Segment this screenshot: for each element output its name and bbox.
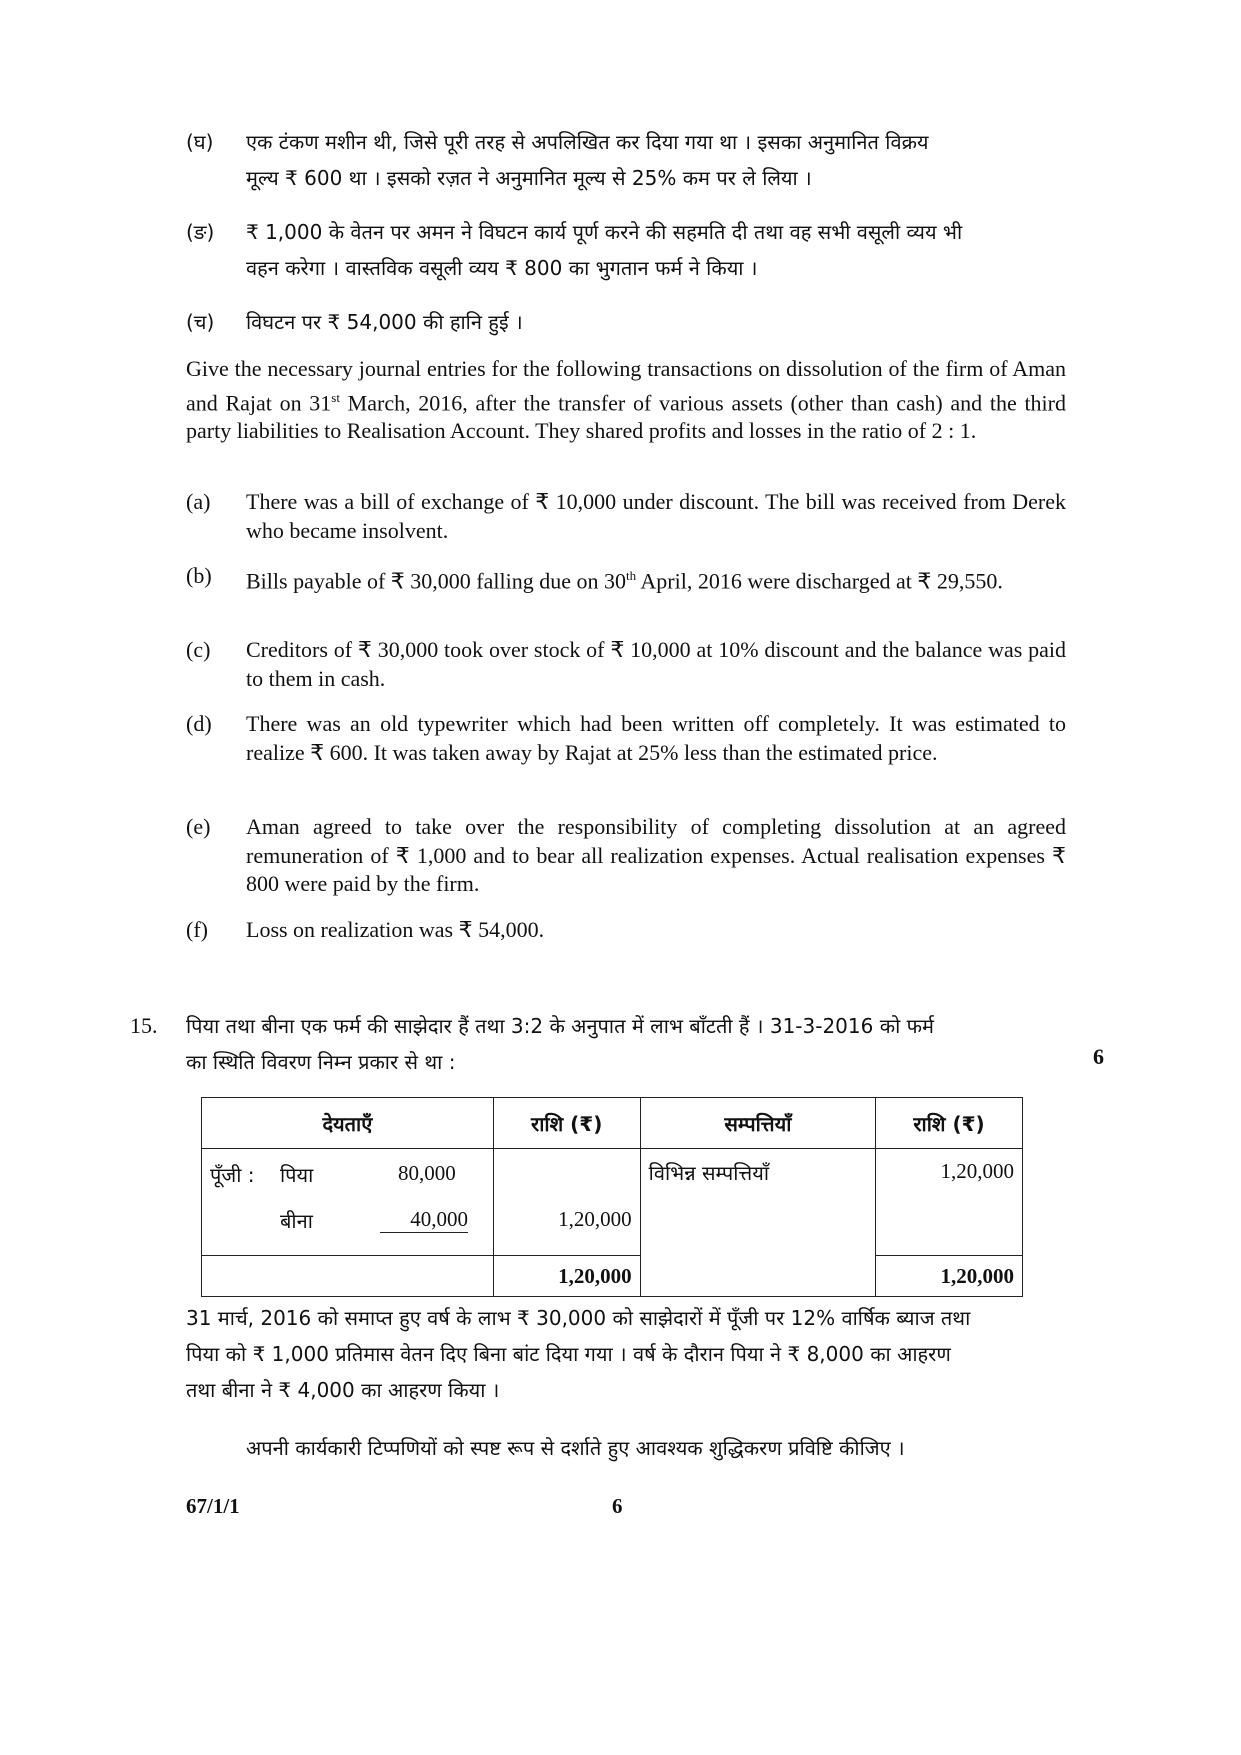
- hindi-item-nga: [186, 214, 1066, 286]
- question-15-instruction: अपनी कार्यकारी टिप्पणियों को स्पष्ट रूप से दर्शाते हुए आवश्यक शुद्धिकरण प्रविष्टि कीजिए ।: [246, 1436, 905, 1460]
- question-15: [130, 1008, 1080, 1080]
- table-total-row: [202, 1256, 1023, 1297]
- header-assets: सम्पत्तियाँ: [640, 1098, 875, 1149]
- item-text: एक टंकण मशीन थी, जिसे पूरी तरह से अपलिखित कर दिया गया था । इसका अनुमानित विक्रय मूल्य ₹ 600 था । इसको रज़त ने अनुमानित मूल्य से 25% कम पर ले लिया ।: [246, 130, 929, 190]
- english-item-e: (e) Aman agreed to take over the responsibility of completing dissolution at an agreed remuneration of ₹ 1,000 and to bear all realization expenses. Actual realisation expenses ₹ 800 were paid by the firm.: [186, 814, 1066, 896]
- english-item-d: (d) There was an old typewriter which had been written off completely. It was estimated to realize ₹ 600. It was taken away by Rajat at 25% less than the estimated price.: [186, 711, 1066, 765]
- header-amount-left: राशि (₹): [493, 1098, 640, 1149]
- assets-amount-cell: 1,20,000: [876, 1149, 1023, 1256]
- question-marks: 6: [1093, 1044, 1104, 1069]
- english-item-f: (f) Loss on realization was ₹ 54,000.: [186, 917, 545, 942]
- paper-code: 67/1/1: [186, 1494, 240, 1518]
- assets-cell: विभिन्न सम्पत्तियाँ: [640, 1149, 875, 1297]
- hindi-item-cha: [186, 304, 1066, 340]
- hindi-item-gha: [186, 124, 1066, 196]
- liabilities-cell: पूँजी : पिया 80,000 बीना 40,000: [202, 1149, 494, 1256]
- total-left: 1,20,000: [493, 1256, 640, 1297]
- item-label: (घ): [186, 130, 214, 154]
- english-item-a: (a) There was a bill of exchange of ₹ 10,000 under discount. The bill was received from Derek who became insolvent.: [186, 489, 1066, 543]
- item-text: विघटन पर ₹ 54,000 की हानि हुई ।: [246, 310, 523, 334]
- english-item-c: (c) Creditors of ₹ 30,000 took over stock of ₹ 10,000 at 10% discount and the balance was paid to them in cash.: [186, 637, 1066, 691]
- liabilities-amount-cell: 1,20,000: [493, 1149, 640, 1256]
- question-text: पिया तथा बीना एक फर्म की साझेदार हैं तथा 3:2 के अनुपात में लाभ बाँटती हैं । 31-3-2016 को फर्म का स्थिति विवरण निम्न प्रकार से था :: [186, 1014, 934, 1074]
- table-row: [202, 1149, 1023, 1256]
- header-liabilities: देयताएँ: [202, 1098, 494, 1149]
- english-intro-paragraph: Give the necessary journal entries for the following transactions on dissolution of the firm of Aman and Rajat on 31st March, 2016, after the transfer of various assets (other than cash) and the third party liabilities to Realisation Account. They shared profits and losses in the ratio of 2 : 1.: [186, 356, 1066, 444]
- question-15-body: 31 मार्च, 2016 को समाप्त हुए वर्ष के लाभ ₹ 30,000 को साझेदारों में पूँजी पर 12% वार्षिक ब्याज तथा पिया को ₹ 1,000 प्रतिमास वेतन दिए बिना बांट दिया गया । वर्ष के दौरान पिया ने ₹ 8,000 का आहरण तथा बीना ने ₹ 4,000 का आहरण किया ।: [186, 1306, 971, 1402]
- header-amount-right: राशि (₹): [876, 1098, 1023, 1149]
- total-right: 1,20,000: [876, 1256, 1023, 1297]
- item-label: (ङ): [186, 220, 215, 244]
- english-item-b: (b) Bills payable of ₹ 30,000 falling due on 30th April, 2016 were discharged at ₹ 29,550.: [186, 563, 1003, 594]
- question-number: 15.: [130, 1013, 158, 1038]
- balance-sheet-table: [201, 1097, 1023, 1297]
- item-label: (च): [186, 310, 215, 334]
- table-header-row: [202, 1098, 1023, 1149]
- page-number: 6: [612, 1494, 623, 1518]
- item-text: ₹ 1,000 के वेतन पर अमन ने विघटन कार्य पूर्ण करने की सहमति दी तथा वह सभी वसूली व्यय भी वहन करेगा । वास्तविक वसूली व्यय ₹ 800 का भुगतान फर्म ने किया ।: [246, 220, 963, 280]
